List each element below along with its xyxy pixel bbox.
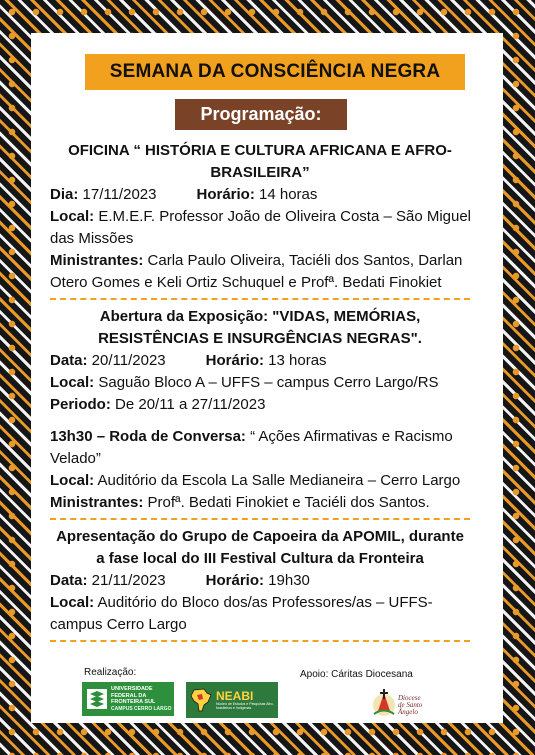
event4-local-label: Local: [50,594,95,611]
event3-title-bold: 13h30 – Roda de Conversa: [50,428,246,445]
event3-title-line2: Velado” [50,450,101,467]
uffs-emblem-icon [86,688,108,710]
diocese-line2: de Santo [398,701,423,709]
event2-local-label: Local: [50,374,95,391]
event2-date: 20/11/2023 [87,352,166,369]
event2-time-label: Horário: [205,352,264,369]
event1-local-line2: das Missões [50,230,134,247]
event1-ministrantes-row [50,250,470,272]
event1-ministrantes-label: Ministrantes: [50,252,144,269]
event4-title-line2: a fase local do III Festival Cultura da Fronteira [96,550,424,567]
event1-title-line2: BRASILEIRA” [210,164,310,181]
event2-title-line1: Abertura da Exposição: "VIDAS, MEMÓRIAS, [99,308,421,325]
event3-ministrantes-row [50,492,470,514]
uffs-line4: CAMPUS CERRO LARGO [111,705,172,712]
event1-title-line1: OFICINA “ HISTÓRIA E CULTURA AFRICANA E AFRO- [68,142,452,159]
event4-local: Auditório do Bloco dos/as Professores/as – UFFS- [94,594,433,611]
event1-date-row [50,184,470,206]
event4-time: 19h30 [264,572,310,589]
event3-local: Auditório da Escola La Salle Medianeira – Cerro Largo [94,472,461,489]
event3-ministrantes: Profª. Bedati Finokiet e Taciéli dos Santos. [143,494,430,511]
neabi-name: NEABI [216,689,254,703]
event1-ministrantes: Carla Paulo Oliveira, Taciéli dos Santos, Darlan [143,252,463,269]
caritas-logo [372,681,432,721]
event3-local-label: Local: [50,472,95,489]
event4-date-label: Data: [50,572,88,589]
divider [50,298,470,300]
event4-title-line1: Apresentação do Grupo de Capoeira da APOMIL, durante [56,528,464,545]
divider [50,640,470,642]
event2-period: De 20/11 a 27/11/2023 [110,396,266,413]
event3-ministrantes-label: Ministrantes: [50,494,144,511]
africa-map-icon [190,687,212,713]
uffs-logo [82,682,174,716]
realizacao-label: Realização: [84,667,137,678]
event1-local-label: Local: [50,208,95,225]
event2-date-label: Data: [50,352,88,369]
event3-title-row [50,426,470,448]
event2-period-row [50,394,470,416]
event4-local-row [50,592,470,614]
title-banner [85,54,465,90]
diocese-line1: Diocese [398,694,421,702]
program-banner [175,99,347,130]
event1-date-label: Dia: [50,186,79,203]
divider [50,518,470,520]
neabi-description: Núcleo de Estudos e Pesquisas Afro-brasileiros e Indígenas [216,702,274,710]
event1-time-label: Horário: [196,186,255,203]
event1-time: 14 horas [254,186,318,203]
diocese-line3: Ângelo [398,708,418,716]
event3-local-row [50,470,470,492]
event2-local: Saguão Bloco A – UFFS – campus Cerro Largo/RS [94,374,439,391]
event4-time-label: Horário: [205,572,264,589]
uffs-line3: FRONTEIRA SUL [111,699,156,705]
event1-ministrantes-line2: Otero Gomes e Keli Ortiz Schuquel e Profª. Bedati Finokiet [50,274,442,291]
program-heading: Programação: [200,104,322,124]
apoio-label: Apoio: Cáritas Diocesana [300,669,413,680]
event1-local-row [50,206,470,228]
uffs-line1: UNIVERSIDADE [111,686,153,692]
event1-date: 17/11/2023 [78,186,157,203]
neabi-logo [186,682,278,718]
event3-title-rest: “ Ações Afirmativas e Racismo [245,428,453,445]
uffs-line2: FEDERAL DA [111,692,147,699]
event4-local-line2: campus Cerro Largo [50,616,187,633]
poster-title: SEMANA DA CONSCIÊNCIA NEGRA [109,61,441,82]
event4-date: 21/11/2023 [87,572,166,589]
event2-time: 13 horas [264,352,327,369]
event1-local: E.M.E.F. Professor João de Oliveira Costa – São Miguel [94,208,472,225]
event2-title-line2: RESISTÊNCIAS E INSURGÊNCIAS NEGRAS". [98,330,422,347]
event2-date-row [50,350,470,372]
program-content [50,140,470,648]
event2-period-label: Periodo: [50,396,111,413]
event4-date-row [50,570,470,592]
event2-local-row [50,372,470,394]
